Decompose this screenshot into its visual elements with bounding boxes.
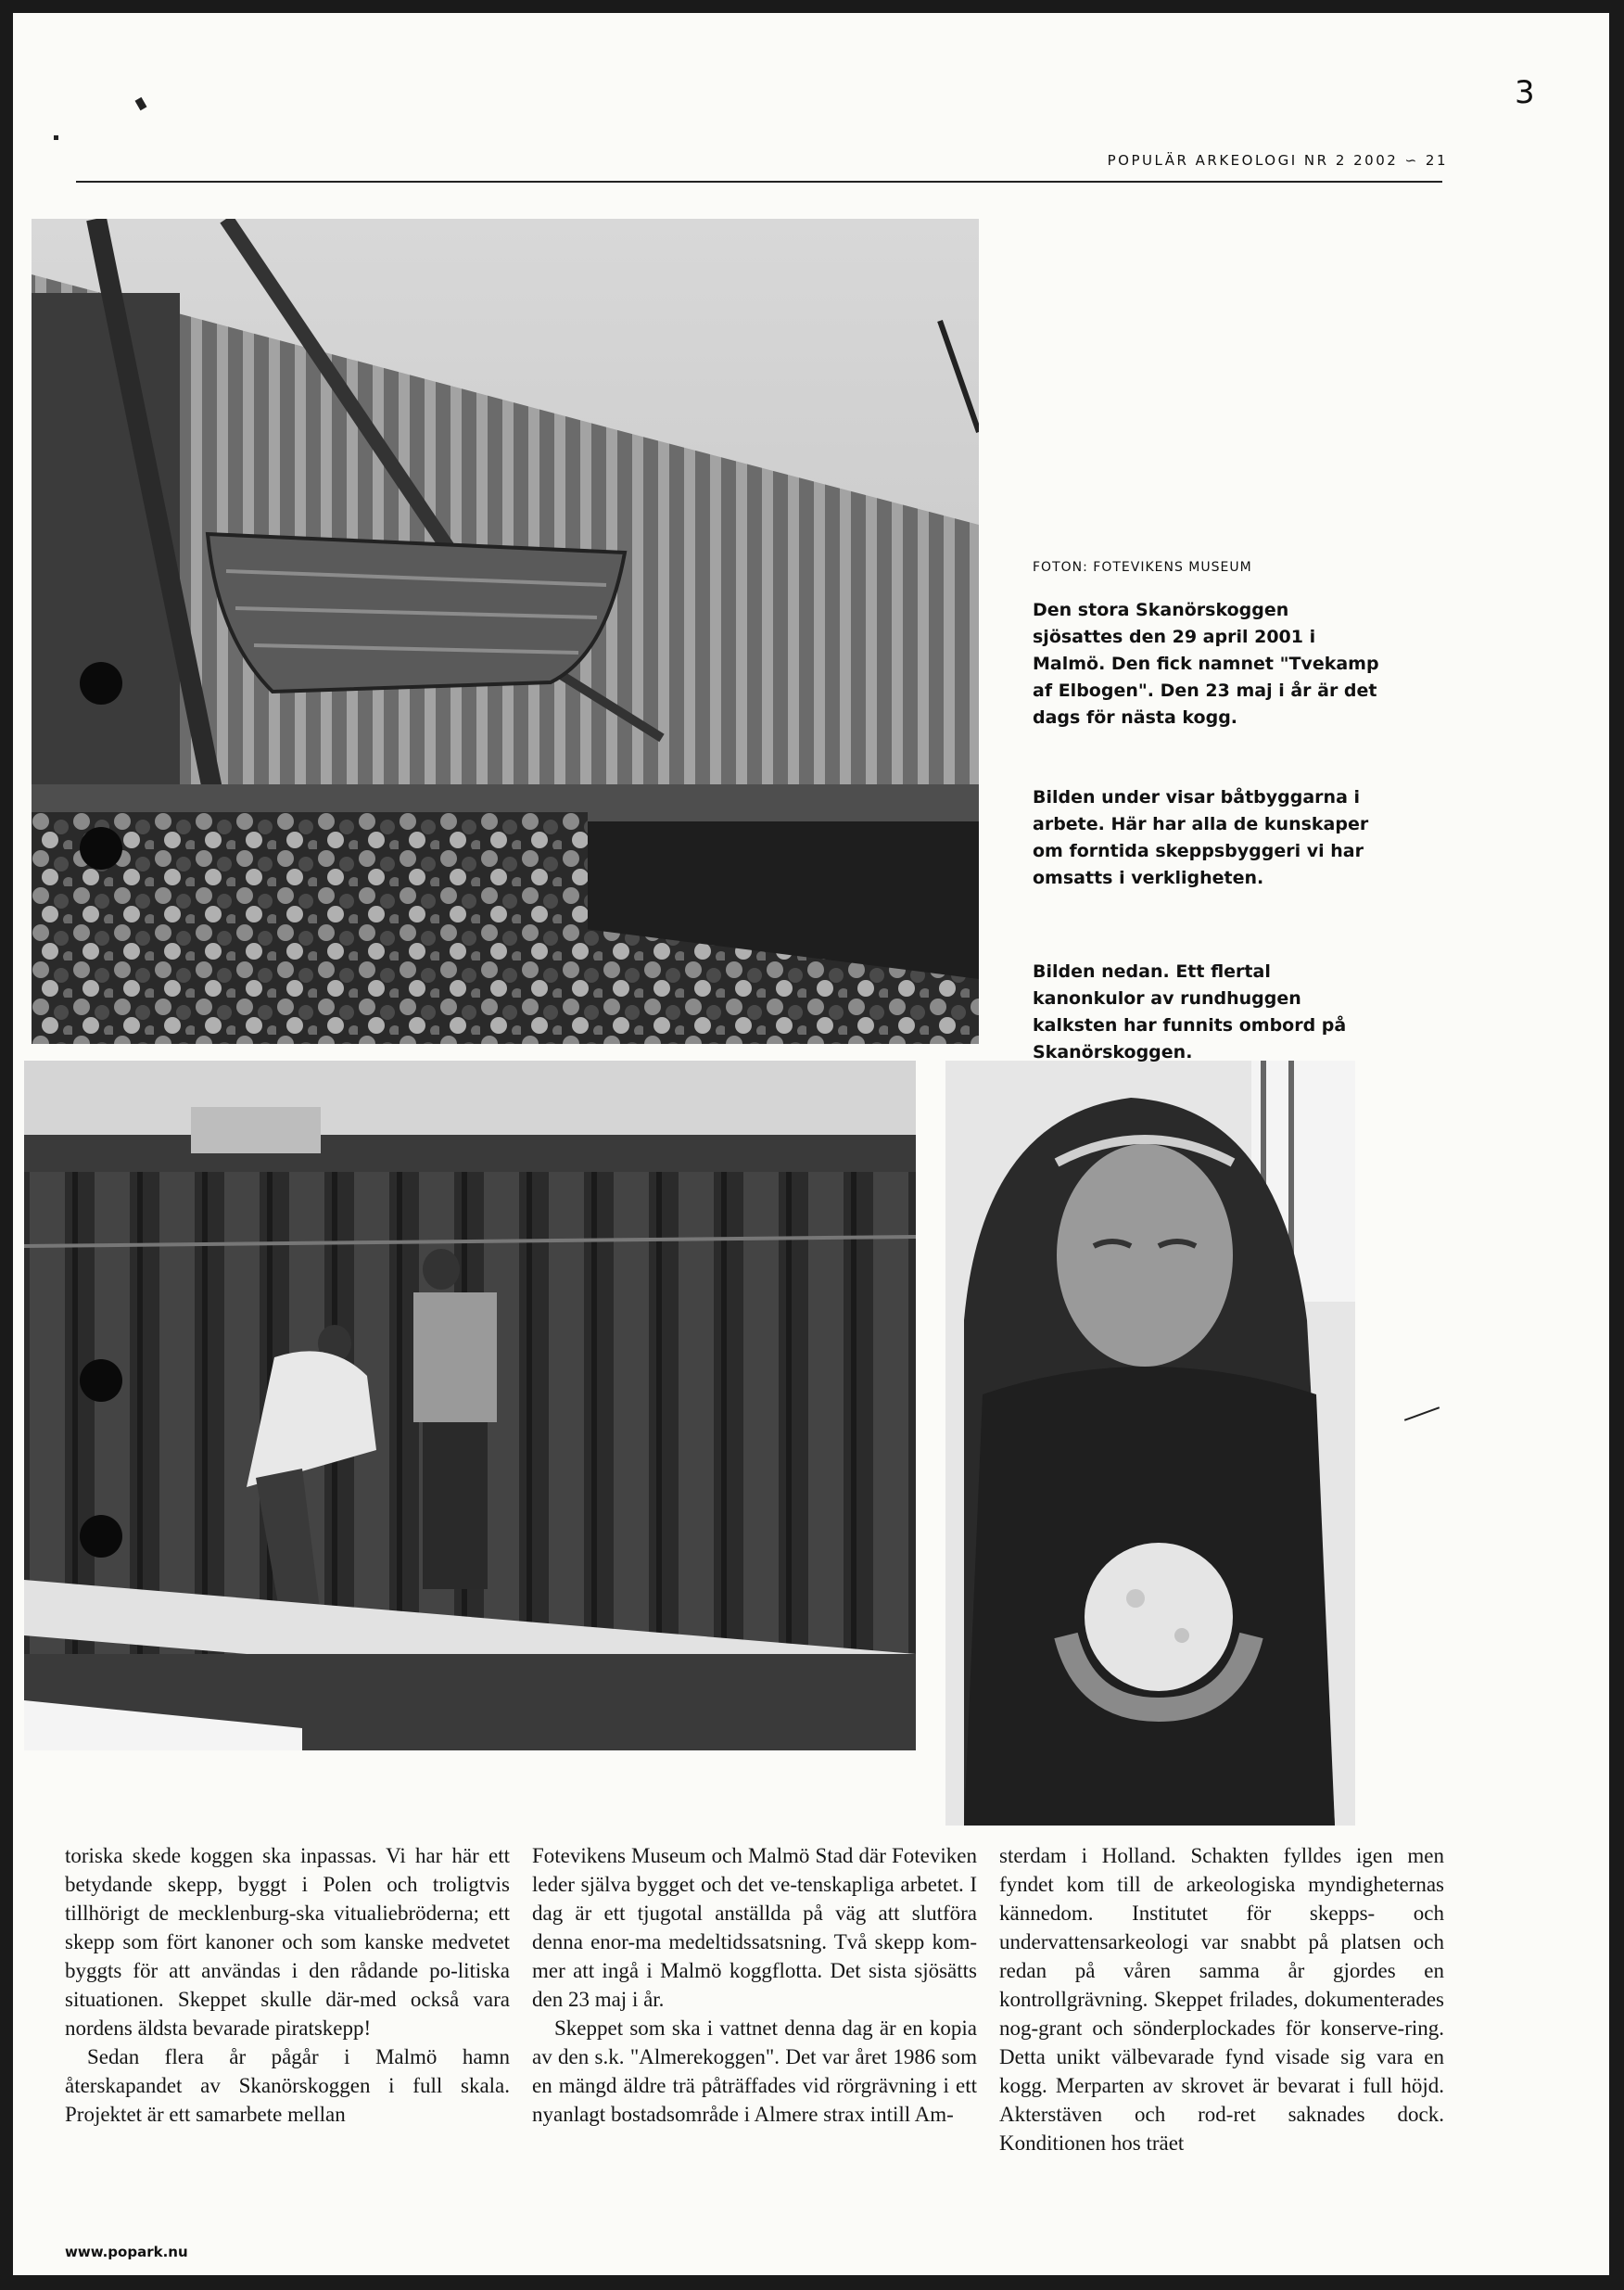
text-column-1 xyxy=(65,1841,510,2129)
caption-ship-launch: Den stora Skanörskoggen sjösattes den 29 april 2001 i Malmö. Den fick namnet "Tvekamp af Elbogen". Den 23 maj i år är det dags för nästa kogg. xyxy=(1033,600,1379,728)
punch-hole xyxy=(80,827,122,870)
photo-girl-with-cannonball xyxy=(945,1061,1355,1826)
scanned-page xyxy=(13,13,1609,2275)
paragraph: sterdam i Holland. Schakten fylldes igen men fyndet kom till de arkeologiska myndigheternas kännedom. Institutet för skepps- och undervattensarkeologi var snabbt på platsen och redan på våren samma år gjordes en kontrollgrävning. Skeppet frilades, dokumenterades nog-grant och sönderplockades för konserve-ring. Detta unikt välbevarade fynd visade sig vara en kogg. Merparten av skrovet är bevarat i full höjd. Akterstäven och rod-ret saknades dock. Konditionen hos träet xyxy=(999,1844,1444,2155)
text-column-3 xyxy=(999,1841,1444,2157)
scan-speck xyxy=(1404,1406,1440,1421)
punch-hole xyxy=(80,1359,122,1402)
paragraph: Sedan flera år pågår i Malmö hamn återskapandet av Skanörskoggen i full skala. Projektet är ett samarbete mellan xyxy=(65,2045,510,2126)
footer-url: www.popark.nu xyxy=(65,2244,188,2260)
paragraph: Fotevikens Museum och Malmö Stad där Foteviken leder själva bygget och det ve-tenskapliga arbetet. I dag är ett tjugotal anställda på väg att slutföra denna enor-ma medeltidssatsning. Två skepp kom-mer att ingå i Malmö koggflotta. Det sista sjösätts den 23 maj i år. xyxy=(532,1844,977,2011)
photo-credit: FOTON: FOTEVIKENS MUSEUM xyxy=(1033,560,1252,575)
paragraph: Skeppet som ska i vattnet denna dag är en kopia av den s.k. "Almerekoggen". Det var året 1986 som en mängd äldre trä påträffades vid rörgrävning i ett nyanlagt bostadsområde i Almere strax intill Am- xyxy=(532,2016,977,2126)
scan-speck xyxy=(54,135,58,140)
scan-speck xyxy=(135,97,147,110)
photo-ship-launch xyxy=(32,219,979,1044)
header-rule xyxy=(76,181,1442,183)
caption-boatbuilders: Bilden under visar båtbyggarna i arbete. Här har alla de kunskaper om forntida skeppsbyggeri vi har omsatts i verkligheten. xyxy=(1033,787,1369,888)
punch-hole xyxy=(80,1515,122,1558)
caption-cannonballs: Bilden nedan. Ett flertal kanonkulor av rundhuggen kalksten har funnits ombord på Skanörskoggen. xyxy=(1033,961,1347,1062)
photo-boatbuilders xyxy=(24,1061,916,1750)
handwritten-page-number: 3 xyxy=(1515,74,1535,111)
punch-hole xyxy=(80,662,122,705)
text-column-2 xyxy=(532,1841,977,2129)
paragraph: toriska skede koggen ska inpassas. Vi har här ett betydande skepp, byggt i Polen och troligtvis tillhörigt de mecklenburg-ska vitualiebröderna; ett skepp som fört kanoner och som kanske medvetet byggts för att användas i den rådande po-litiska situationen. Skeppet skulle där-med också vara nordens äldsta bevarade piratskepp! xyxy=(65,1844,510,2040)
running-head: POPULÄR ARKEOLOGI NR 2 2002 ∽ 21 xyxy=(1107,152,1448,169)
